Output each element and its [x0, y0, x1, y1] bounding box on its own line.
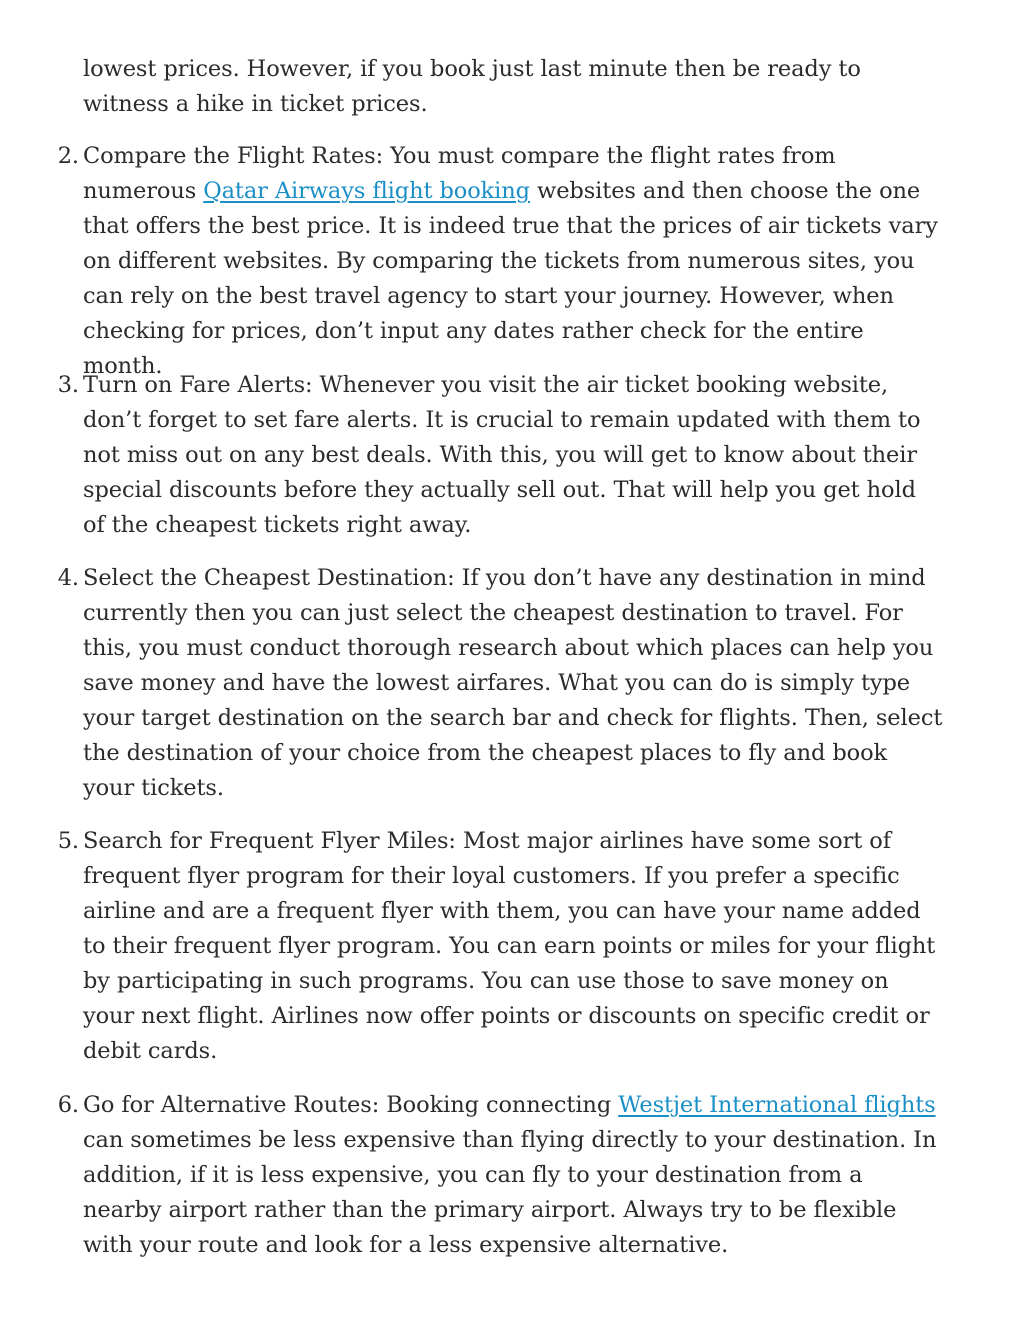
list-item-text: can sometimes be less expensive than flying directly to your destination. In addition, if it is less expensive, you can fly to your destination from a nearby airport rather than the primary airport. Always try to be flexible with your route and look for a less expensive alternative. [83, 1127, 937, 1258]
list-item-2 [57, 139, 943, 384]
westjet-international-link[interactable]: Westjet International flights [618, 1092, 936, 1118]
list-item-6 [57, 1088, 943, 1263]
intro-paragraph: lowest prices. However, if you book just last minute then be ready to witness a hike in ticket prices. [83, 56, 861, 117]
list-number: 6. [57, 1092, 79, 1118]
list-number: 2. [57, 143, 79, 169]
list-item-4 [57, 561, 943, 806]
list-item-text: Search for Frequent Flyer Miles: Most major airlines have some sort of frequent flyer program for their loyal customers. If you prefer a specific airline and are a frequent flyer with them, you can have your name added to their frequent flyer program. You can earn points or miles for your flight by participating in such programs. You can use those to save money on your next flight. Airlines now offer points or discounts on specific credit or debit cards. [83, 828, 936, 1064]
list-number: 5. [57, 828, 79, 854]
list-item-text: Turn on Fare Alerts: Whenever you visit the air ticket booking website, don’t forget to set fare alerts. It is crucial to remain updated with them to not miss out on any best deals. With this, you will get to know about their special discounts before they actually sell out. That will help you get hold of the cheapest tickets right away. [83, 372, 921, 538]
list-item-text: Compare the Flight Rates: You must compare the flight rates from numerous [83, 143, 836, 204]
qatar-airways-link[interactable]: Qatar Airways flight booking [203, 178, 530, 204]
list-item-text: Select the Cheapest Destination: If you don’t have any destination in mind currently then you can just select the cheapest destination to travel. For this, you must conduct thorough research about which places can help you save money and have the lowest airfares. What you can do is simply type your target destination on the search bar and check for flights. Then, select the destination of your choice from the cheapest places to fly and book your tickets. [83, 565, 943, 801]
list-item-5 [57, 824, 943, 1069]
list-item-text: Go for Alternative Routes: Booking connecting [83, 1092, 619, 1118]
list-item-text: websites and then choose the one that offers the best price. It is indeed true that the prices of air tickets vary on different websites. By comparing the tickets from numerous sites, you can rely on the best travel agency to start your journey. However, when checking for prices, don’t input any dates rather check for the entire month. [83, 178, 938, 379]
list-number: 3. [57, 372, 79, 398]
list-number: 4. [57, 565, 79, 591]
list-item-3 [57, 368, 943, 543]
